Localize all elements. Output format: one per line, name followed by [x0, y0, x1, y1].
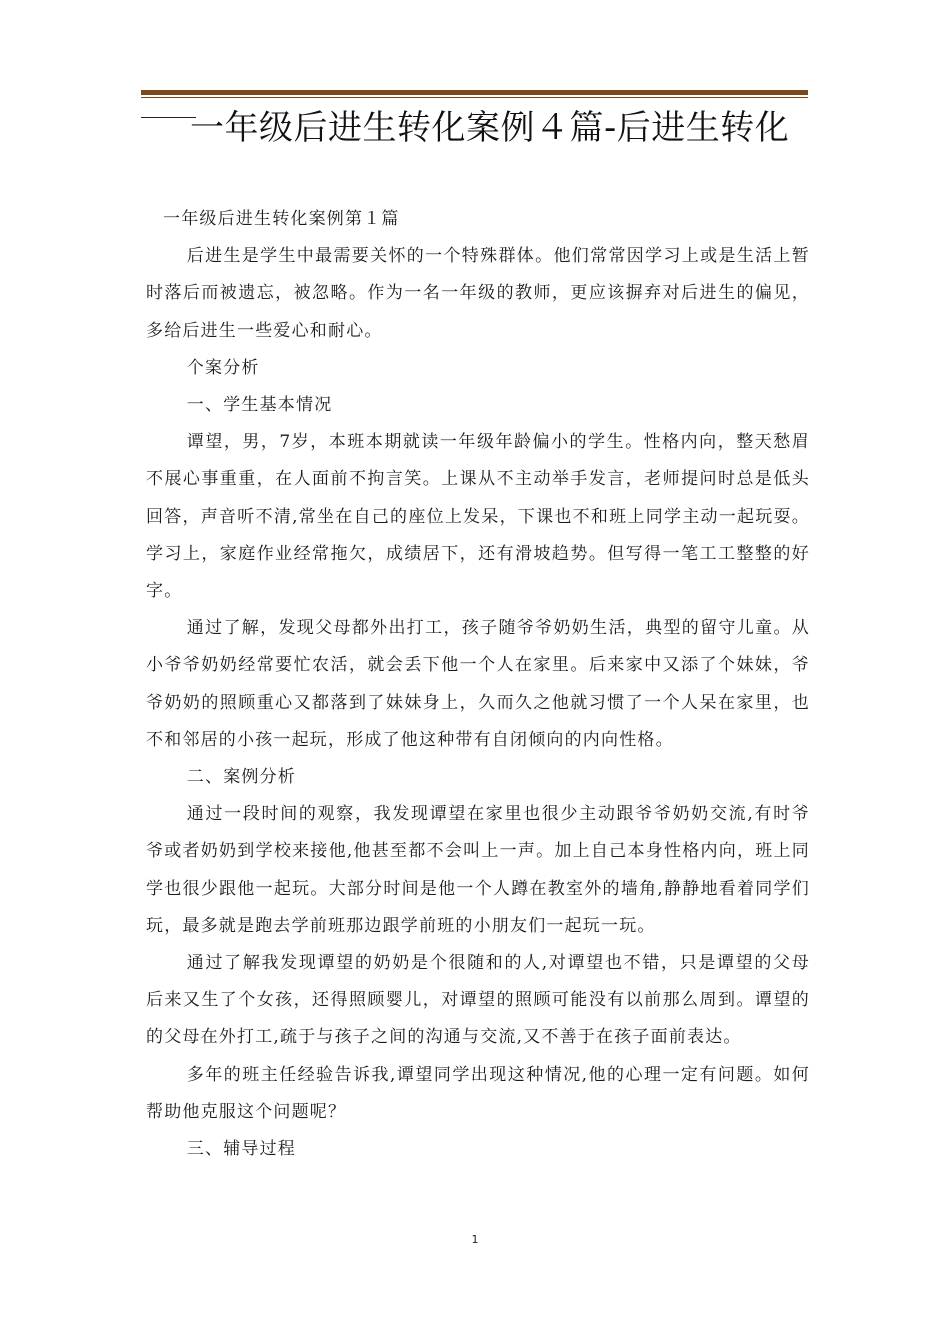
heading-student-info: 一、学生基本情况 [186, 395, 333, 416]
paragraph-background: 通过了解，发现父母都外出打工，孩子随爷爷奶奶生活，典型的留守儿童。从小爷爷奶奶经常要忙农活，就会丢下他一个人在家里。后来家中又添了个妹妹，爷爷奶奶的照顾重心又都落到了妹妹身上，久而久之他就习惯了一个人呆在家里，也不和邻居的小孩一起玩，形成了他这种带有自闭倾向的内向性格。 [146, 618, 810, 750]
section-subtitle: 一年级后进生转化案例第１篇 [163, 209, 400, 229]
page-number: 1 [471, 1233, 479, 1246]
document-body [146, 201, 810, 1168]
heading-case-study: 二、案例分析 [186, 767, 296, 788]
heading-counseling: 三、辅导过程 [186, 1139, 296, 1160]
heading-case-analysis: 个案分析 [186, 357, 260, 378]
header-rule-thick [141, 90, 808, 95]
paragraph-family: 通过了解我发现谭望的奶奶是个很随和的人,对谭望也不错，只是谭望的父母后来又生了个女孩，还得照顾婴儿，对谭望的照顾可能没有以前那么周到。谭望的的父母在外打工,疏于与孩子之间的沟通与交流,又不善于在孩子面前表达。 [146, 953, 810, 1048]
title-left-rule [141, 117, 196, 118]
paragraph-experience: 多年的班主任经验告诉我,谭望同学出现这种情况,他的心理一定有问题。如何帮助他克服这个问题呢？ [146, 1064, 810, 1122]
document-title: 一年级后进生转化案例４篇-后进生转化 [190, 108, 790, 148]
paragraph-student-info: 谭望，男，7岁，本班本期就读一年级年龄偏小的学生。性格内向，整天愁眉不展心事重重，在人面前不拘言笑。上课从不主动举手发言，老师提问时总是低头回答，声音听不清,常坐在自己的座位上发呆，下课也不和班上同学主动一起玩耍。学习上，家庭作业经常拖欠，成绩居下，还有滑坡趋势。但写得一笔工工整整的好字。 [146, 432, 810, 602]
paragraph-observation: 通过一段时间的观察，我发现谭望在家里也很少主动跟爷爷奶奶交流,有时爷爷或者奶奶到学校来接他,他甚至都不会叫上一声。加上自己本身性格内向，班上同学也很少跟他一起玩。大部分时间是他一个人蹲在教室外的墙角,静静地看着同学们玩，最多就是跑去学前班那边跟学前班的小朋友们一起玩一玩。 [146, 804, 810, 936]
header-rule-thin [141, 97, 808, 98]
paragraph-intro: 后进生是学生中最需要关怀的一个特殊群体。他们常常因学习上或是生活上暂时落后而被遗忘，被忽略。作为一名一年级的教师，更应该摒弃对后进生的偏见，多给后进生一些爱心和耐心。 [146, 246, 810, 341]
